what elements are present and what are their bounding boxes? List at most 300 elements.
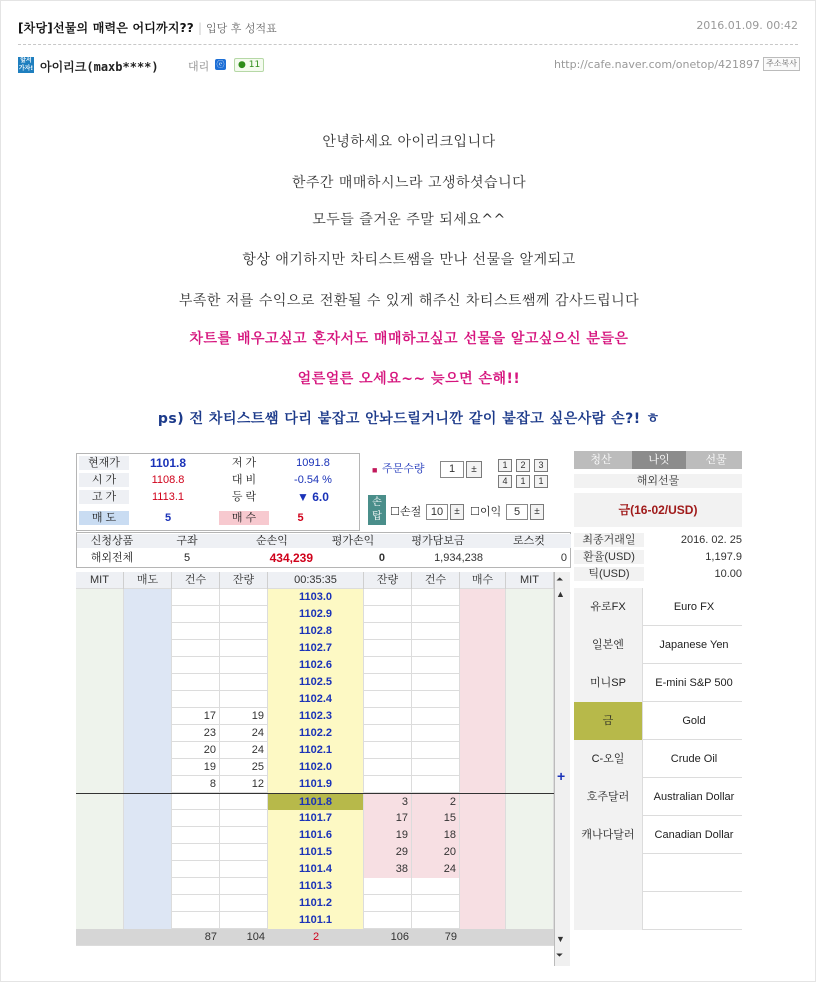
scroll-top-icon[interactable]: ⏶ — [556, 574, 564, 584]
body-line: 한주간 매매하시느라 고생하셧습니다 — [291, 175, 527, 191]
tab-futures[interactable]: 선물 — [705, 454, 727, 466]
bullet-icon: ■ — [372, 465, 378, 475]
qty-spinner[interactable]: ± — [466, 461, 482, 478]
acct-eval: 0 — [378, 552, 385, 564]
total-cell: 104 — [246, 931, 265, 943]
qty-input[interactable]: 1 — [440, 461, 464, 478]
buy-cell[interactable] — [460, 589, 506, 606]
sell-count: 20 — [172, 742, 220, 759]
order-book-totals — [76, 929, 554, 946]
buy-cell[interactable] — [460, 606, 506, 623]
product-panel — [572, 451, 742, 966]
scroll-down-icon[interactable]: ▼ — [556, 934, 565, 944]
profit-checkbox[interactable]: ☐ — [470, 506, 480, 518]
acct-hdr-net: 순손익 — [227, 534, 317, 548]
buy-qty: 29 — [364, 844, 412, 861]
preset-2[interactable]: 2 — [516, 459, 530, 472]
price: 1102.7 — [268, 640, 364, 657]
sell-qty — [220, 674, 268, 691]
sell-cell[interactable] — [124, 827, 172, 844]
header-divider — [18, 44, 798, 45]
order-book-scrollbar[interactable] — [554, 572, 570, 966]
mit-buy-cell[interactable] — [506, 794, 554, 811]
title-divider: | — [197, 21, 202, 35]
buy-cell[interactable] — [460, 810, 506, 827]
buy-cell[interactable] — [460, 674, 506, 691]
total-cell — [124, 929, 172, 946]
price: 1101.4 — [268, 861, 364, 878]
product-code: 금 — [574, 702, 643, 740]
buy-count: 18 — [412, 827, 460, 844]
stop-spinner[interactable]: ± — [450, 504, 464, 520]
sell-cell[interactable] — [124, 759, 172, 776]
buy-cell[interactable] — [460, 861, 506, 878]
sell-count: 23 — [172, 725, 220, 742]
mit-buy-cell[interactable] — [506, 861, 554, 878]
mit-sell-cell[interactable] — [76, 912, 124, 929]
sell-count — [172, 589, 220, 606]
buy-count — [412, 878, 460, 895]
product-code: 일본엔 — [574, 626, 643, 664]
sell-cell[interactable] — [124, 606, 172, 623]
preset-6[interactable]: 1 — [534, 475, 548, 488]
mit-buy-cell[interactable] — [506, 776, 554, 793]
comment-count-badge[interactable] — [234, 58, 264, 72]
sell-label[interactable]: 매 도 — [79, 511, 129, 525]
profit-label: 이익 — [480, 506, 502, 518]
sell-qty: 25 — [220, 759, 268, 776]
mit-buy-cell[interactable] — [506, 827, 554, 844]
sell-qty — [220, 895, 268, 912]
info-label: 환율(USD) — [574, 550, 644, 564]
acct-hdr-account: 구좌 — [147, 534, 227, 548]
profit-input[interactable]: 5 — [506, 504, 528, 520]
sell-qty — [220, 606, 268, 623]
info-value: 2016. 02. 25 — [680, 534, 742, 546]
author-role: 대리 — [188, 60, 210, 73]
mit-sell-cell[interactable] — [76, 794, 124, 811]
order-book-row[interactable] — [76, 895, 554, 912]
high-price: 1113.1 — [151, 491, 184, 503]
sell-count — [172, 794, 220, 811]
mit-sell-cell[interactable] — [76, 861, 124, 878]
order-book-col-header: 건수 — [412, 572, 460, 589]
mit-sell-cell[interactable] — [76, 674, 124, 691]
account-summary — [76, 532, 571, 568]
order-book-row[interactable] — [76, 776, 554, 793]
buy-count — [412, 640, 460, 657]
order-book-row[interactable] — [76, 878, 554, 895]
buy-qty — [364, 776, 412, 793]
sell-cell[interactable] — [124, 861, 172, 878]
info-label: 최종거래일 — [574, 533, 644, 547]
order-book-col-header: 매수 — [460, 572, 506, 589]
buy-count — [412, 606, 460, 623]
sell-count — [172, 827, 220, 844]
selected-product[interactable]: 금(16-02/USD) — [574, 493, 742, 527]
comment-count: 11 — [248, 60, 261, 70]
buy-cell[interactable] — [460, 691, 506, 708]
product-row[interactable] — [574, 892, 742, 930]
product-row[interactable] — [574, 816, 742, 854]
buy-cell[interactable] — [460, 708, 506, 725]
total-cell: 106 — [390, 931, 409, 943]
order-book-row[interactable] — [76, 810, 554, 827]
order-book-col-header: 매도 — [124, 572, 172, 589]
mit-buy-cell[interactable] — [506, 725, 554, 742]
product-name: Euro FX — [673, 601, 715, 613]
sell-qty — [220, 640, 268, 657]
mit-buy-cell[interactable] — [506, 759, 554, 776]
buy-count — [412, 725, 460, 742]
sell-cell[interactable] — [124, 640, 172, 657]
sell-value: 5 — [164, 512, 172, 524]
trading-screenshot — [76, 451, 742, 966]
buy-cell[interactable] — [460, 912, 506, 929]
info-value: 10.00 — [714, 568, 742, 580]
total-cell: 2 — [312, 931, 320, 943]
avatar[interactable]: 앞서 가자! — [18, 57, 34, 72]
order-book-col-header: MIT — [76, 572, 124, 589]
sell-count — [172, 691, 220, 708]
mit-buy-cell[interactable] — [506, 895, 554, 912]
buy-cell[interactable] — [460, 623, 506, 640]
mit-sell-cell[interactable] — [76, 725, 124, 742]
low-price: 1091.8 — [296, 457, 330, 469]
price: 1102.6 — [268, 657, 364, 674]
sell-cell[interactable] — [124, 794, 172, 811]
sell-count — [172, 844, 220, 861]
buy-count — [412, 674, 460, 691]
product-row[interactable] — [574, 588, 742, 626]
post-url[interactable]: http://cafe.naver.com/onetop/421897 — [553, 58, 760, 71]
post-date: 2016.01.09. 00:42 — [696, 19, 798, 32]
mit-sell-cell[interactable] — [76, 606, 124, 623]
order-book-row[interactable] — [76, 623, 554, 640]
buy-qty: 3 — [364, 794, 412, 811]
product-row[interactable] — [574, 740, 742, 778]
price: 1102.0 — [268, 759, 364, 776]
preset-1[interactable]: 1 — [498, 459, 512, 472]
acct-hdr-losscut: 로스컷 — [487, 534, 571, 548]
info-label: 틱(USD) — [574, 567, 644, 581]
chg-label: 등 락 — [231, 491, 257, 503]
mit-sell-cell[interactable] — [76, 776, 124, 793]
body-line-highlight: 얼른얼른 오세요~~ 늦으면 손해!! — [297, 371, 521, 387]
order-book-row[interactable] — [76, 640, 554, 657]
order-book-col-header: 잔량 — [364, 572, 412, 589]
cur-label: 현재가 — [79, 456, 129, 470]
scroll-up-icon[interactable]: ▲ — [556, 589, 565, 599]
sell-count — [172, 606, 220, 623]
sell-cell[interactable] — [124, 878, 172, 895]
body-line: 안녕하세요 아이리크입니다 — [322, 134, 496, 150]
scroll-center-icon[interactable]: + — [557, 768, 566, 784]
product-row[interactable] — [574, 778, 742, 816]
product-code: 호주달러 — [574, 778, 643, 816]
product-row[interactable] — [574, 854, 742, 892]
order-book-row[interactable] — [76, 691, 554, 708]
buy-cell[interactable] — [460, 640, 506, 657]
mit-sell-cell[interactable] — [76, 742, 124, 759]
sell-count — [172, 895, 220, 912]
mit-buy-cell[interactable] — [506, 844, 554, 861]
sell-qty — [220, 878, 268, 895]
body-line: 부족한 저를 수익으로 전환될 수 있게 해주신 차티스트쌤께 감사드립니다 — [178, 293, 640, 309]
order-book-col-header: 00:35:35 — [268, 572, 364, 589]
buy-qty — [364, 691, 412, 708]
price: 1101.8 — [268, 794, 364, 811]
buy-cell[interactable] — [460, 895, 506, 912]
total-cell — [506, 929, 554, 946]
mit-sell-cell[interactable] — [76, 759, 124, 776]
buy-count: 15 — [412, 810, 460, 827]
mit-buy-cell[interactable] — [506, 708, 554, 725]
product-list — [574, 588, 742, 966]
stop-checkbox[interactable]: ☐ — [390, 506, 400, 518]
preset-5[interactable]: 1 — [516, 475, 530, 488]
sell-cell[interactable] — [124, 657, 172, 674]
sell-qty: 24 — [220, 742, 268, 759]
buy-qty — [364, 640, 412, 657]
order-book-row[interactable] — [76, 827, 554, 844]
acct-hdr-margin: 평가담보금 — [389, 534, 487, 548]
mit-buy-cell[interactable] — [506, 657, 554, 674]
buy-qty — [364, 878, 412, 895]
sell-qty — [220, 691, 268, 708]
buy-count — [412, 912, 460, 929]
open-price: 1108.8 — [151, 474, 185, 486]
mit-buy-cell[interactable] — [506, 606, 554, 623]
level-icon: ⓔ — [216, 60, 225, 69]
sell-cell[interactable] — [124, 708, 172, 725]
mit-sell-cell[interactable] — [76, 895, 124, 912]
tab-night[interactable]: 나잇 — [632, 451, 686, 469]
buy-cell[interactable] — [460, 827, 506, 844]
mit-buy-cell[interactable] — [506, 589, 554, 606]
sell-cell[interactable] — [124, 742, 172, 759]
mit-buy-cell[interactable] — [506, 912, 554, 929]
tab-clear[interactable]: 청산 — [590, 454, 612, 466]
order-book-row[interactable] — [76, 759, 554, 776]
sell-qty — [220, 623, 268, 640]
buy-cell[interactable] — [460, 878, 506, 895]
order-book-row[interactable] — [76, 861, 554, 878]
mit-sell-cell[interactable] — [76, 623, 124, 640]
buy-cell[interactable] — [460, 657, 506, 674]
sell-qty — [220, 810, 268, 827]
buy-qty — [364, 606, 412, 623]
acct-hdr-eval: 평가손익 — [317, 534, 389, 548]
sell-qty — [220, 794, 268, 811]
buy-qty — [364, 895, 412, 912]
copy-url-button[interactable]: 주소복사 — [763, 57, 800, 71]
qty-label: 주문수량 — [382, 463, 425, 475]
buy-count — [412, 589, 460, 606]
total-cell: 79 — [444, 931, 457, 943]
mit-buy-cell[interactable] — [506, 742, 554, 759]
order-book-row[interactable] — [76, 844, 554, 861]
price: 1101.6 — [268, 827, 364, 844]
buy-cell[interactable] — [460, 844, 506, 861]
total-cell — [460, 929, 506, 946]
mit-buy-cell[interactable] — [506, 691, 554, 708]
body-line-ps: ps) 전 차티스트쌤 다리 붙잡고 안놔드릴거니깐 같이 붙잡고 싶은사람 손?! ㅎ — [157, 411, 661, 427]
mit-sell-cell[interactable] — [76, 844, 124, 861]
price: 1101.1 — [268, 912, 364, 929]
product-code — [574, 892, 643, 930]
post-header — [18, 19, 798, 41]
buy-count — [412, 742, 460, 759]
product-name: Crude Oil — [670, 753, 718, 765]
mit-sell-cell[interactable] — [76, 640, 124, 657]
sell-cell[interactable] — [124, 674, 172, 691]
buy-qty — [364, 708, 412, 725]
info-value: 1,197.9 — [705, 551, 742, 563]
mit-buy-cell[interactable] — [506, 878, 554, 895]
sell-cell[interactable] — [124, 691, 172, 708]
scroll-bottom-icon[interactable]: ⏷ — [556, 950, 564, 960]
preset-3[interactable]: 3 — [534, 459, 548, 472]
mit-buy-cell[interactable] — [506, 810, 554, 827]
buy-qty: 19 — [364, 827, 412, 844]
mit-sell-cell[interactable] — [76, 657, 124, 674]
buy-count — [412, 895, 460, 912]
mit-sell-cell[interactable] — [76, 691, 124, 708]
product-name: E-mini S&P 500 — [655, 677, 733, 689]
order-book-col-header: MIT — [506, 572, 554, 589]
sell-count: 19 — [172, 759, 220, 776]
sell-cell[interactable] — [124, 844, 172, 861]
order-book-row[interactable] — [76, 793, 554, 810]
buy-qty: 17 — [364, 810, 412, 827]
product-row[interactable] — [574, 664, 742, 702]
product-code: 미니SP — [574, 664, 643, 702]
acct-losscut: 0 — [560, 552, 567, 564]
mit-buy-cell[interactable] — [506, 674, 554, 691]
order-book-row[interactable] — [76, 708, 554, 725]
panel-tabs — [574, 451, 742, 469]
mit-buy-cell[interactable] — [506, 640, 554, 657]
sell-qty — [220, 861, 268, 878]
sell-qty — [220, 844, 268, 861]
sell-count: 8 — [172, 776, 220, 793]
price: 1102.8 — [268, 623, 364, 640]
body-line: 항상 애기하지만 차티스트쌤을 만나 선물을 알게되고 — [242, 252, 576, 268]
sell-count — [172, 878, 220, 895]
mit-buy-cell[interactable] — [506, 623, 554, 640]
price: 1103.0 — [268, 589, 364, 606]
price: 1102.3 — [268, 708, 364, 725]
sell-cell[interactable] — [124, 912, 172, 929]
price: 1102.1 — [268, 742, 364, 759]
sell-qty — [220, 912, 268, 929]
mit-sell-cell[interactable] — [76, 810, 124, 827]
order-book-row[interactable] — [76, 725, 554, 742]
sell-cell[interactable] — [124, 589, 172, 606]
sell-qty — [220, 827, 268, 844]
price: 1102.9 — [268, 606, 364, 623]
buy-cell[interactable] — [460, 794, 506, 811]
stop-label: 손절 — [400, 506, 422, 518]
buy-qty — [364, 759, 412, 776]
sell-count — [172, 623, 220, 640]
product-name — [644, 892, 742, 930]
order-book-row[interactable] — [76, 606, 554, 623]
sell-count — [172, 674, 220, 691]
order-panel — [366, 453, 566, 531]
sell-cell[interactable] — [124, 623, 172, 640]
acct-product: 해외전체 — [90, 552, 134, 564]
order-book-row[interactable] — [76, 589, 554, 606]
mit-sell-cell[interactable] — [76, 827, 124, 844]
buy-cell[interactable] — [460, 742, 506, 759]
post-category[interactable]: 입당 후 성적표 — [206, 22, 277, 35]
order-book-row[interactable] — [76, 674, 554, 691]
mit-sell-cell[interactable] — [76, 589, 124, 606]
price: 1102.5 — [268, 674, 364, 691]
sell-cell[interactable] — [124, 776, 172, 793]
mit-sell-cell[interactable] — [76, 708, 124, 725]
buy-cell[interactable] — [460, 725, 506, 742]
preset-4[interactable]: 4 — [498, 475, 512, 488]
buy-qty: 38 — [364, 861, 412, 878]
buy-label[interactable]: 매 수 — [219, 511, 269, 525]
sell-count: 17 — [172, 708, 220, 725]
sell-cell[interactable] — [124, 810, 172, 827]
lock-button[interactable]: 손탑 — [368, 495, 386, 525]
buy-count: 2 — [412, 794, 460, 811]
sell-cell[interactable] — [124, 895, 172, 912]
buy-qty — [364, 657, 412, 674]
price: 1101.9 — [268, 776, 364, 793]
buy-count — [412, 657, 460, 674]
post-title[interactable]: [차당]선물의 매력은 어디까지?? — [18, 21, 194, 35]
buy-count — [412, 776, 460, 793]
order-book-row[interactable] — [76, 912, 554, 929]
acct-margin: 1,934,238 — [434, 552, 483, 564]
product-name: Australian Dollar — [653, 791, 735, 803]
body-line: 모두들 즐거운 주말 되세요^^ — [312, 212, 506, 228]
sell-cell[interactable] — [124, 725, 172, 742]
market-label: 해외선물 — [574, 474, 742, 488]
stop-input[interactable]: 10 — [426, 504, 448, 520]
product-name: Canadian Dollar — [654, 829, 734, 841]
high-label: 고 가 — [79, 490, 129, 504]
price: 1102.4 — [268, 691, 364, 708]
author-bar — [18, 57, 800, 75]
total-cell — [76, 929, 124, 946]
order-book-row[interactable] — [76, 657, 554, 674]
buy-value: 5 — [273, 511, 328, 525]
product-name — [644, 854, 742, 892]
sell-qty — [220, 657, 268, 674]
product-row[interactable] — [574, 626, 742, 664]
profit-spinner[interactable]: ± — [530, 504, 544, 520]
order-book-row[interactable] — [76, 742, 554, 759]
buy-cell[interactable] — [460, 776, 506, 793]
low-label: 저 가 — [231, 457, 257, 469]
price: 1101.3 — [268, 878, 364, 895]
author-name[interactable]: 아이리크(maxb****) — [40, 60, 159, 74]
product-row[interactable] — [574, 702, 742, 740]
product-code: 캐나다달러 — [574, 816, 643, 854]
price: 1101.7 — [268, 810, 364, 827]
buy-cell[interactable] — [460, 759, 506, 776]
mit-sell-cell[interactable] — [76, 878, 124, 895]
order-book-header — [76, 572, 554, 589]
order-book-col-header: 건수 — [172, 572, 220, 589]
